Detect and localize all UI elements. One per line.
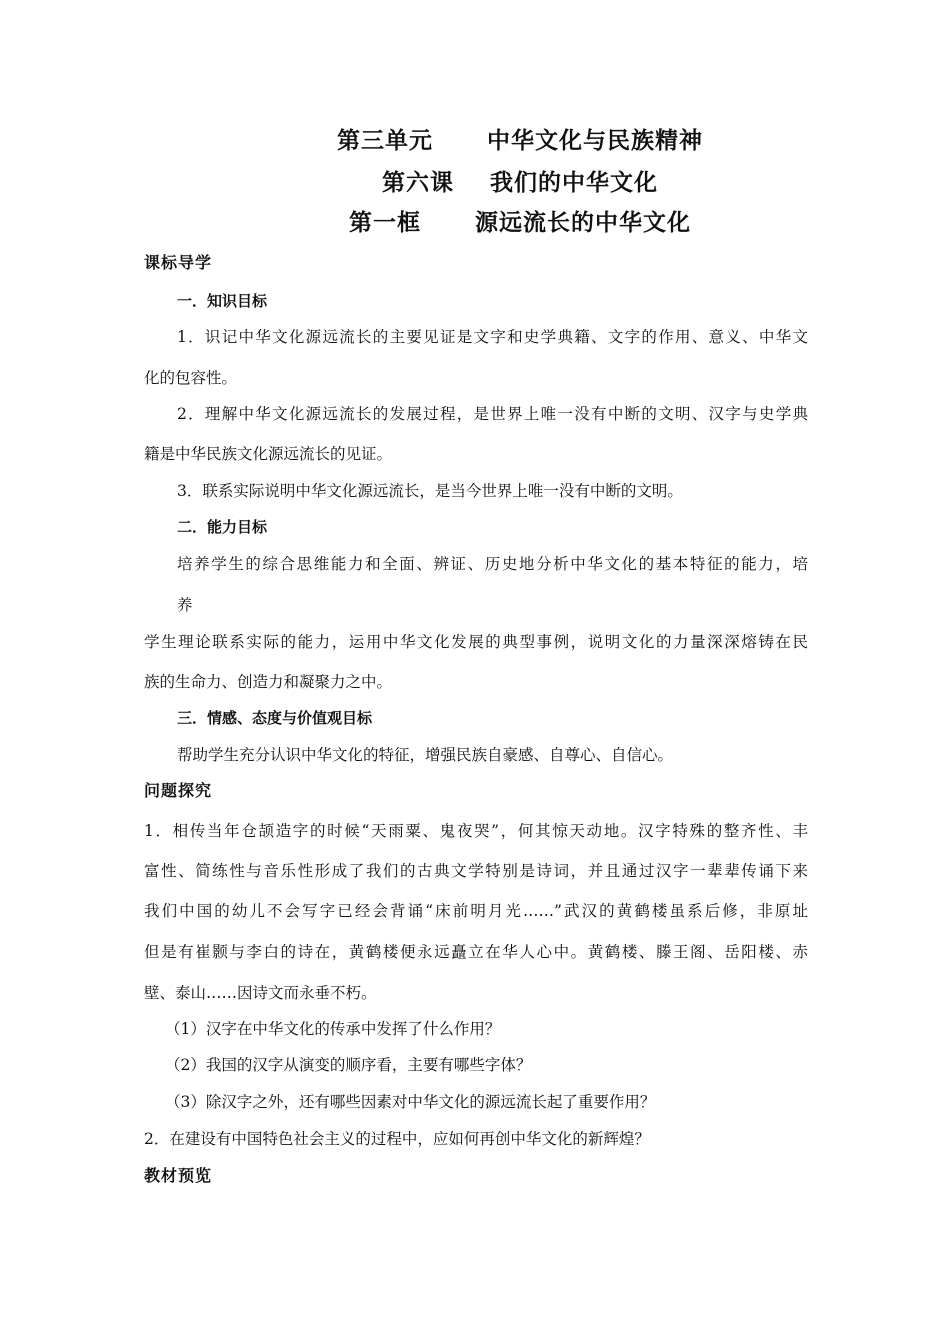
knowledge-item-1: 1．识记中华文化源远流长的主要见证是文字和史学典籍、文字的作用、意义、中华文 — [177, 328, 808, 346]
inquiry-subquestion-2: （2）我国的汉字从演变的顺序看，主要有哪些字体？ — [165, 1056, 532, 1074]
knowledge-item-1-cont: 化的包容性。 — [144, 369, 238, 387]
inquiry-subquestion-3: （3）除汉字之外，还有哪些因素对中华文化的源远流长起了重要作用？ — [165, 1093, 656, 1111]
lesson-title: 第六课 我们的中华文化 — [381, 170, 659, 196]
knowledge-item-3: 3．联系实际说明中华文化源远流长，是当今世界上唯一没有中断的文明。 — [177, 482, 683, 500]
knowledge-heading: 一．知识目标 — [177, 292, 268, 310]
inquiry-q1-line-1: 1．相传当年仓颉造字的时候“天雨粟、鬼夜哭”，何其惊天动地。汉字特殊的整齐性、丰 — [144, 822, 808, 840]
ability-line-4: 族的生命力、创造力和凝聚力之中。 — [144, 673, 393, 691]
values-line-1: 帮助学生充分认识中华文化的特征，增强民族自豪感、自尊心、自信心。 — [177, 746, 674, 764]
ability-heading: 二．能力目标 — [177, 518, 268, 536]
inquiry-subquestion-1: （1）汉字在中华文化的传承中发挥了什么作用？ — [165, 1020, 501, 1038]
unit-title: 第三单元 中华文化与民族精神 — [336, 128, 704, 154]
inquiry-q2: 2．在建设有中国特色社会主义的过程中，应如何再创中华文化的新辉煌？ — [144, 1130, 650, 1148]
knowledge-item-2: 2．理解中华文化源远流长的发展过程，是世界上唯一没有中断的文明、汉字与史学典 — [177, 405, 808, 423]
ability-line-1: 培养学生的综合思维能力和全面、辨证、历史地分析中华文化的基本特征的能力，培 — [177, 555, 808, 573]
knowledge-item-2-cont: 籍是中华民族文化源远流长的见证。 — [144, 445, 393, 463]
frame-title: 第一框 源远流长的中华文化 — [348, 210, 692, 236]
inquiry-q1-line-3: 我们中国的幼儿不会写字已经会背诵“床前明月光……”武汉的黄鹤楼虽系后修，非原址 — [144, 902, 808, 920]
preview-heading: 教材预览 — [144, 1166, 213, 1185]
ability-line-3: 学生理论联系实际的能力，运用中华文化发展的典型事例，说明文化的力量深深熔铸在民 — [144, 633, 808, 651]
ability-line-2: 养 — [177, 596, 193, 614]
inquiry-q1-line-4: 但是有崔颢与李白的诗在，黄鹤楼便永远矗立在华人心中。黄鹤楼、滕王阁、岳阳楼、赤 — [144, 943, 808, 961]
inquiry-heading: 问题探究 — [144, 781, 213, 800]
guide-heading: 课标导学 — [144, 253, 213, 272]
values-heading: 三．情感、态度与价值观目标 — [177, 709, 373, 727]
inquiry-q1-line-5: 壁、泰山……因诗文而永垂不朽。 — [144, 984, 377, 1002]
inquiry-q1-line-2: 富性、简练性与音乐性形成了我们的古典文学特别是诗词，并且通过汉字一辈辈传诵下来 — [144, 862, 808, 880]
